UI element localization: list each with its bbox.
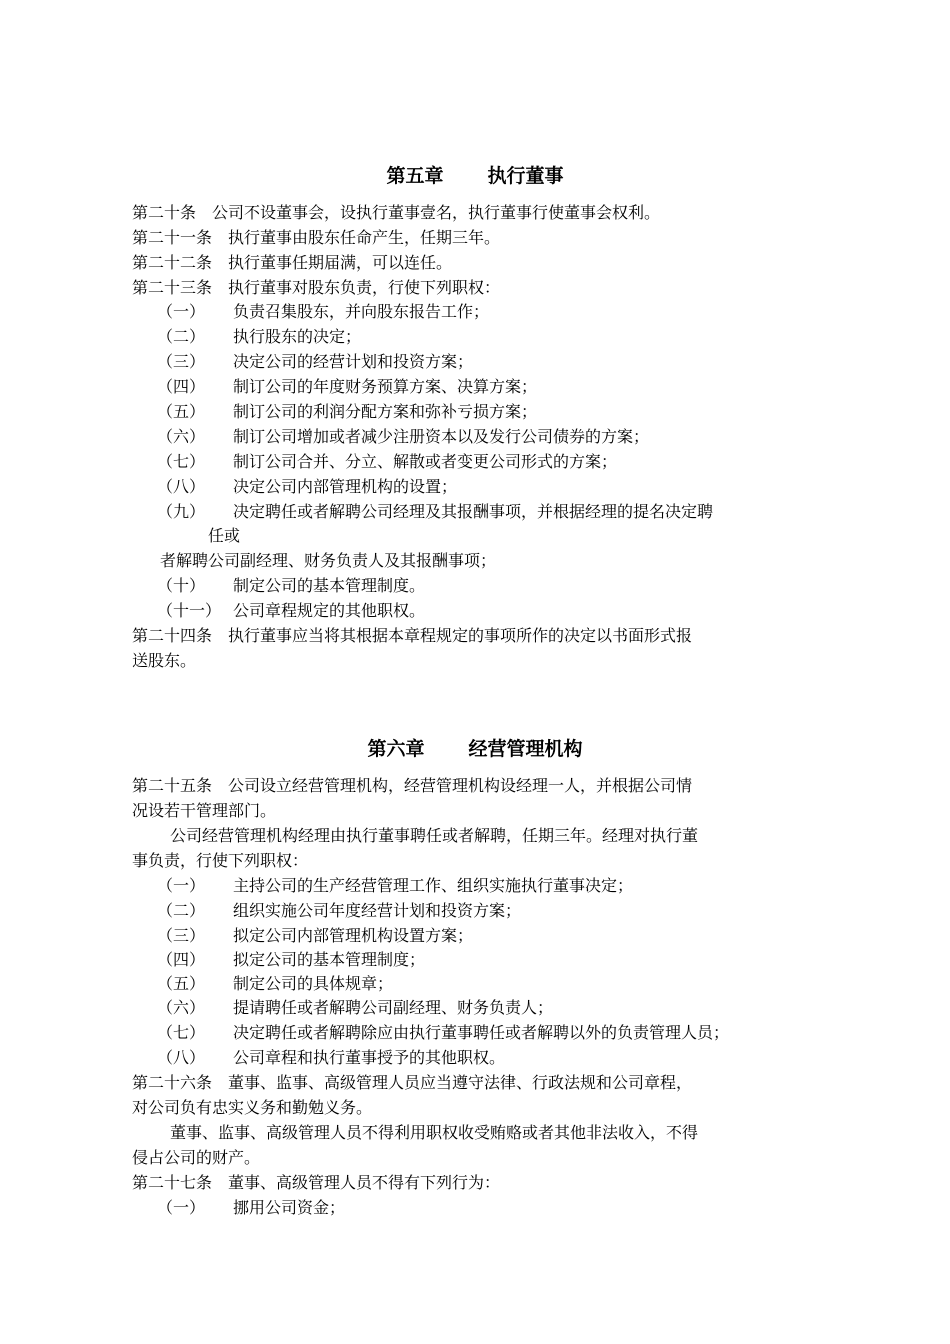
- chapter-6-title: 经营管理机构: [468, 738, 583, 760]
- list-item-text: 制订公司增加或者减少注册资本以及发行公司债券的方案；: [233, 427, 650, 446]
- list-item-text: 决定聘任或者解聘公司经理及其报酬事项，并根据经理的提名决定聘: [233, 502, 714, 521]
- article-text: 执行董事对股东负责，行使下列职权：: [228, 278, 501, 297]
- article-text: 董事、高级管理人员不得有下列行为：: [228, 1173, 501, 1192]
- list-item-number: （七）: [157, 1023, 206, 1042]
- list-item-number: （七）: [157, 452, 206, 471]
- article-label: 第二十二条: [132, 253, 213, 272]
- list-item-text: 负责召集股东，并向股东报告工作；: [233, 302, 490, 321]
- article-27: [132, 1171, 832, 1196]
- list-item-number: （十）: [157, 576, 206, 595]
- article-label: 第二十四条: [132, 626, 213, 645]
- article-25: [132, 774, 832, 799]
- article-24: [132, 624, 832, 649]
- list-item-text: 组织实施公司年度经营计划和投资方案；: [233, 901, 522, 920]
- article-21: [132, 226, 832, 251]
- article-label: 第二十条: [132, 203, 197, 222]
- article-label: 第二十三条: [132, 278, 213, 297]
- list-item-text: 公司章程和执行董事授予的其他职权。: [233, 1048, 506, 1067]
- list-item-text: 主持公司的生产经营管理工作、组织实施执行董事决定；: [233, 876, 634, 895]
- list-item-number: （一）: [157, 876, 206, 895]
- paragraph-manager-continuation: 事负责，行使下列职权：: [132, 851, 309, 870]
- article-20: [132, 201, 832, 226]
- list-item-text: 公司章程规定的其他职权。: [233, 601, 426, 620]
- article-26-continuation: 对公司负有忠实义务和勤勉义务。: [132, 1098, 373, 1117]
- chapter-5-heading: [0, 163, 950, 189]
- article-text: 执行董事应当将其根据本章程规定的事项所作的决定以书面形式报: [228, 626, 693, 645]
- article-22: [132, 251, 832, 276]
- list-item-text: 拟定公司的基本管理制度；: [233, 950, 426, 969]
- article-label: 第二十七条: [132, 1173, 213, 1192]
- article-text: 公司不设董事会，设执行董事壹名，执行董事行使董事会权利。: [212, 203, 661, 222]
- list-item-number: （四）: [157, 377, 206, 396]
- list-item-text: 决定公司内部管理机构的设置；: [233, 477, 458, 496]
- article-24-continuation: 送股东。: [132, 651, 197, 670]
- chapter-6-number: 第六章: [367, 738, 425, 760]
- list-item-number: （一）: [157, 302, 206, 321]
- paragraph-manager: 公司经营管理机构经理由执行董事聘任或者解聘，任期三年。经理对执行董: [170, 826, 699, 845]
- list-item-number: （三）: [157, 926, 206, 945]
- list-item-number: （四）: [157, 950, 206, 969]
- list-item-text: 决定聘任或者解聘除应由执行董事聘任或者解聘以外的负责管理人员；: [233, 1023, 730, 1042]
- list-item-text: 提请聘任或者解聘公司副经理、财务负责人；: [233, 998, 554, 1017]
- list-item-text: 制定公司的具体规章；: [233, 974, 394, 993]
- list-item-text: 决定公司的经营计划和投资方案；: [233, 352, 474, 371]
- list-item-number: （五）: [157, 402, 206, 421]
- article-label: 第二十六条: [132, 1073, 213, 1092]
- list-item-number: （六）: [157, 998, 206, 1017]
- list-item-number: （八）: [157, 1048, 206, 1067]
- article-text: 执行董事由股东任命产生，任期三年。: [228, 228, 501, 247]
- article-text: 执行董事任期届满，可以连任。: [228, 253, 453, 272]
- list-item-number: （九）: [157, 502, 206, 521]
- list-item-text: 制订公司合并、分立、解散或者变更公司形式的方案；: [233, 452, 618, 471]
- article-text: 董事、监事、高级管理人员应当遵守法律、行政法规和公司章程，: [228, 1073, 693, 1092]
- chapter-5-title: 执行董事: [487, 165, 564, 187]
- article-25-continuation: 况设若干管理部门。: [132, 801, 277, 820]
- list-item-text: 制订公司的年度财务预算方案、决算方案；: [233, 377, 538, 396]
- list-item-number: （六）: [157, 427, 206, 446]
- list-item-text: 挪用公司资金；: [233, 1198, 346, 1217]
- chapter-5-number: 第五章: [386, 165, 444, 187]
- list-item-number: （二）: [157, 327, 206, 346]
- list-item-continuation: 者解聘公司副经理、财务负责人及其报酬事项；: [160, 551, 497, 570]
- list-item-text: 制订公司的利润分配方案和弥补亏损方案；: [233, 402, 538, 421]
- list-item-number: （一）: [157, 1198, 206, 1217]
- list-item-number: （二）: [157, 901, 206, 920]
- list-item-continuation: 任或: [208, 526, 241, 545]
- paragraph-duty-continuation: 侵占公司的财产。: [132, 1148, 261, 1167]
- article-23: [132, 276, 832, 301]
- list-item-number: （十一）: [157, 601, 222, 620]
- list-item-text: 制定公司的基本管理制度。: [233, 576, 426, 595]
- list-item-number: （八）: [157, 477, 206, 496]
- list-item-text: 拟定公司内部管理机构设置方案；: [233, 926, 474, 945]
- list-item-number: （三）: [157, 352, 206, 371]
- paragraph-duty: 董事、监事、高级管理人员不得利用职权收受贿赂或者其他非法收入，不得: [170, 1123, 699, 1142]
- article-text: 公司设立经营管理机构，经营管理机构设经理一人，并根据公司情: [228, 776, 693, 795]
- article-26: [132, 1071, 832, 1096]
- list-item-number: （五）: [157, 974, 206, 993]
- article-label: 第二十一条: [132, 228, 213, 247]
- list-item-text: 执行股东的决定；: [233, 327, 362, 346]
- article-label: 第二十五条: [132, 776, 213, 795]
- chapter-6-heading: [0, 736, 950, 762]
